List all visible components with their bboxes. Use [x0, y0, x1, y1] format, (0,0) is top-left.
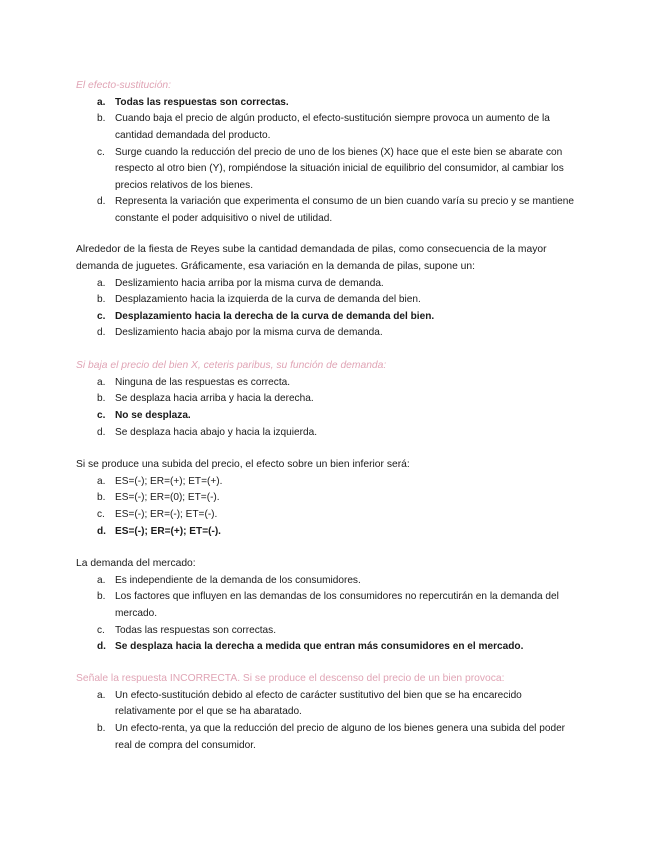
option-letter: d.: [97, 196, 106, 208]
option-letter: b.: [97, 591, 106, 603]
option-d: [76, 639, 576, 656]
option-text: Desplazamiento hacia la derecha de la curva de demanda del bien.: [115, 310, 435, 322]
option-letter: b.: [97, 294, 106, 306]
option-letter: c.: [97, 624, 105, 636]
option-letter: c.: [97, 409, 106, 421]
option-a: [76, 474, 576, 491]
option-text: Cuando baja el precio de algún producto, el efecto-sustitución siempre provoca un aumento de la cantidad demandada del producto.: [115, 113, 550, 141]
option-text: Desplazamiento hacia la izquierda de la curva de demanda del bien.: [115, 294, 421, 306]
option-text: Los factores que influyen en las demandas de los consumidores no repercutirán en la demanda del mercado.: [115, 591, 559, 619]
option-text: Deslizamiento hacia arriba por la misma curva de demanda.: [115, 277, 384, 289]
option-text: Un efecto-renta, ya que la reducción del precio de alguno de los bienes genera una subida del poder real de compra del consumidor.: [115, 722, 566, 751]
option-text: Ninguna de las respuestas es correcta.: [115, 376, 291, 388]
option-letter: c.: [97, 146, 105, 158]
option-d: [76, 325, 576, 342]
option-text: ES=(-); ER=(0); ET=(-).: [115, 492, 220, 504]
option-a: [76, 688, 576, 721]
option-text: Es independiente de la demanda de los consumidores.: [115, 574, 361, 586]
question-title: Si se produce una subida del precio, el efecto sobre un bien inferior será:: [76, 459, 410, 470]
option-text: Un efecto-sustitución debido al efecto de carácter sustitutivo del bien que se ha encarecido relativamente por el que se ha abaratado.: [115, 689, 522, 718]
option-b: [76, 589, 576, 622]
option-letter: b.: [97, 113, 106, 125]
option-d: [76, 524, 576, 541]
question-1: [76, 78, 576, 228]
option-a: [76, 276, 576, 293]
option-letter: d.: [97, 426, 106, 438]
option-text: Todas las respuestas son correctas.: [115, 624, 277, 636]
option-d: [76, 194, 576, 227]
option-text: Se desplaza hacia abajo y hacia la izquierda.: [115, 426, 318, 438]
option-text: Todas las respuestas son correctas.: [115, 96, 289, 108]
option-letter: a.: [97, 376, 106, 388]
option-letter: b.: [97, 492, 106, 504]
question-title: La demanda del mercado:: [76, 558, 196, 569]
option-c: [76, 145, 576, 195]
option-text: ES=(-); ER=(-); ET=(-).: [115, 508, 218, 520]
option-letter: d.: [97, 327, 106, 339]
question-title: El efecto-sustitución:: [76, 80, 172, 91]
option-c: [76, 507, 576, 524]
option-c: [76, 623, 576, 640]
question-title: Alrededor de la fiesta de Reyes sube la cantidad demandada de pilas, como consecuencia de la mayor demanda de juguetes. Gráficamente, esa variación en la demanda de pilas, supone un:: [76, 244, 547, 272]
option-text: Surge cuando la reducción del precio de uno de los bienes (X) hace que el este bien se abarate con respecto al otro bien (Y), rompiéndose la situación inicial de equilibrio del consumidor, al cambiar los precios relativos de los bienes.: [115, 146, 564, 191]
option-letter: b.: [97, 722, 106, 734]
option-text: ES=(-); ER=(+); ET=(-).: [115, 525, 221, 537]
option-a: [76, 95, 576, 112]
option-b: [76, 490, 576, 507]
option-letter: a.: [97, 277, 106, 289]
option-text: Se desplaza hacia la derecha a medida que entran más consumidores en el mercado.: [115, 641, 524, 653]
option-letter: c.: [97, 310, 106, 322]
option-letter: a.: [97, 96, 106, 108]
option-letter: d.: [97, 641, 106, 653]
option-text: ES=(-); ER=(+); ET=(+).: [115, 475, 223, 487]
option-letter: b.: [97, 393, 106, 405]
option-b: [76, 721, 576, 754]
option-letter: a.: [97, 689, 106, 701]
question-4: [76, 457, 576, 540]
option-d: [76, 425, 576, 442]
option-a: [76, 573, 576, 590]
question-5: [76, 556, 576, 656]
option-a: [76, 375, 576, 392]
option-b: [76, 292, 576, 309]
question-title: Señale la respuesta INCORRECTA. Si se produce el descenso del precio de un bien provoca:: [76, 673, 505, 684]
option-b: [76, 391, 576, 408]
option-c: [76, 309, 576, 326]
option-c: [76, 408, 576, 425]
question-6: [76, 671, 576, 754]
option-text: No se desplaza.: [115, 409, 191, 421]
option-letter: a.: [97, 475, 106, 487]
option-text: Deslizamiento hacia abajo por la misma curva de demanda.: [115, 327, 383, 339]
question-3: [76, 358, 576, 441]
option-letter: a.: [97, 574, 106, 586]
option-text: Representa la variación que experimenta el consumo de un bien cuando varía su precio y se mantiene constante el poder adquisitivo o nivel de utilidad.: [115, 196, 574, 224]
question-2: [76, 242, 576, 342]
option-letter: d.: [97, 525, 106, 537]
option-letter: c.: [97, 508, 105, 520]
option-b: [76, 111, 576, 144]
question-title: Si baja el precio del bien X, ceteris paribus, su función de demanda:: [76, 360, 387, 371]
option-text: Se desplaza hacia arriba y hacia la derecha.: [115, 393, 314, 405]
